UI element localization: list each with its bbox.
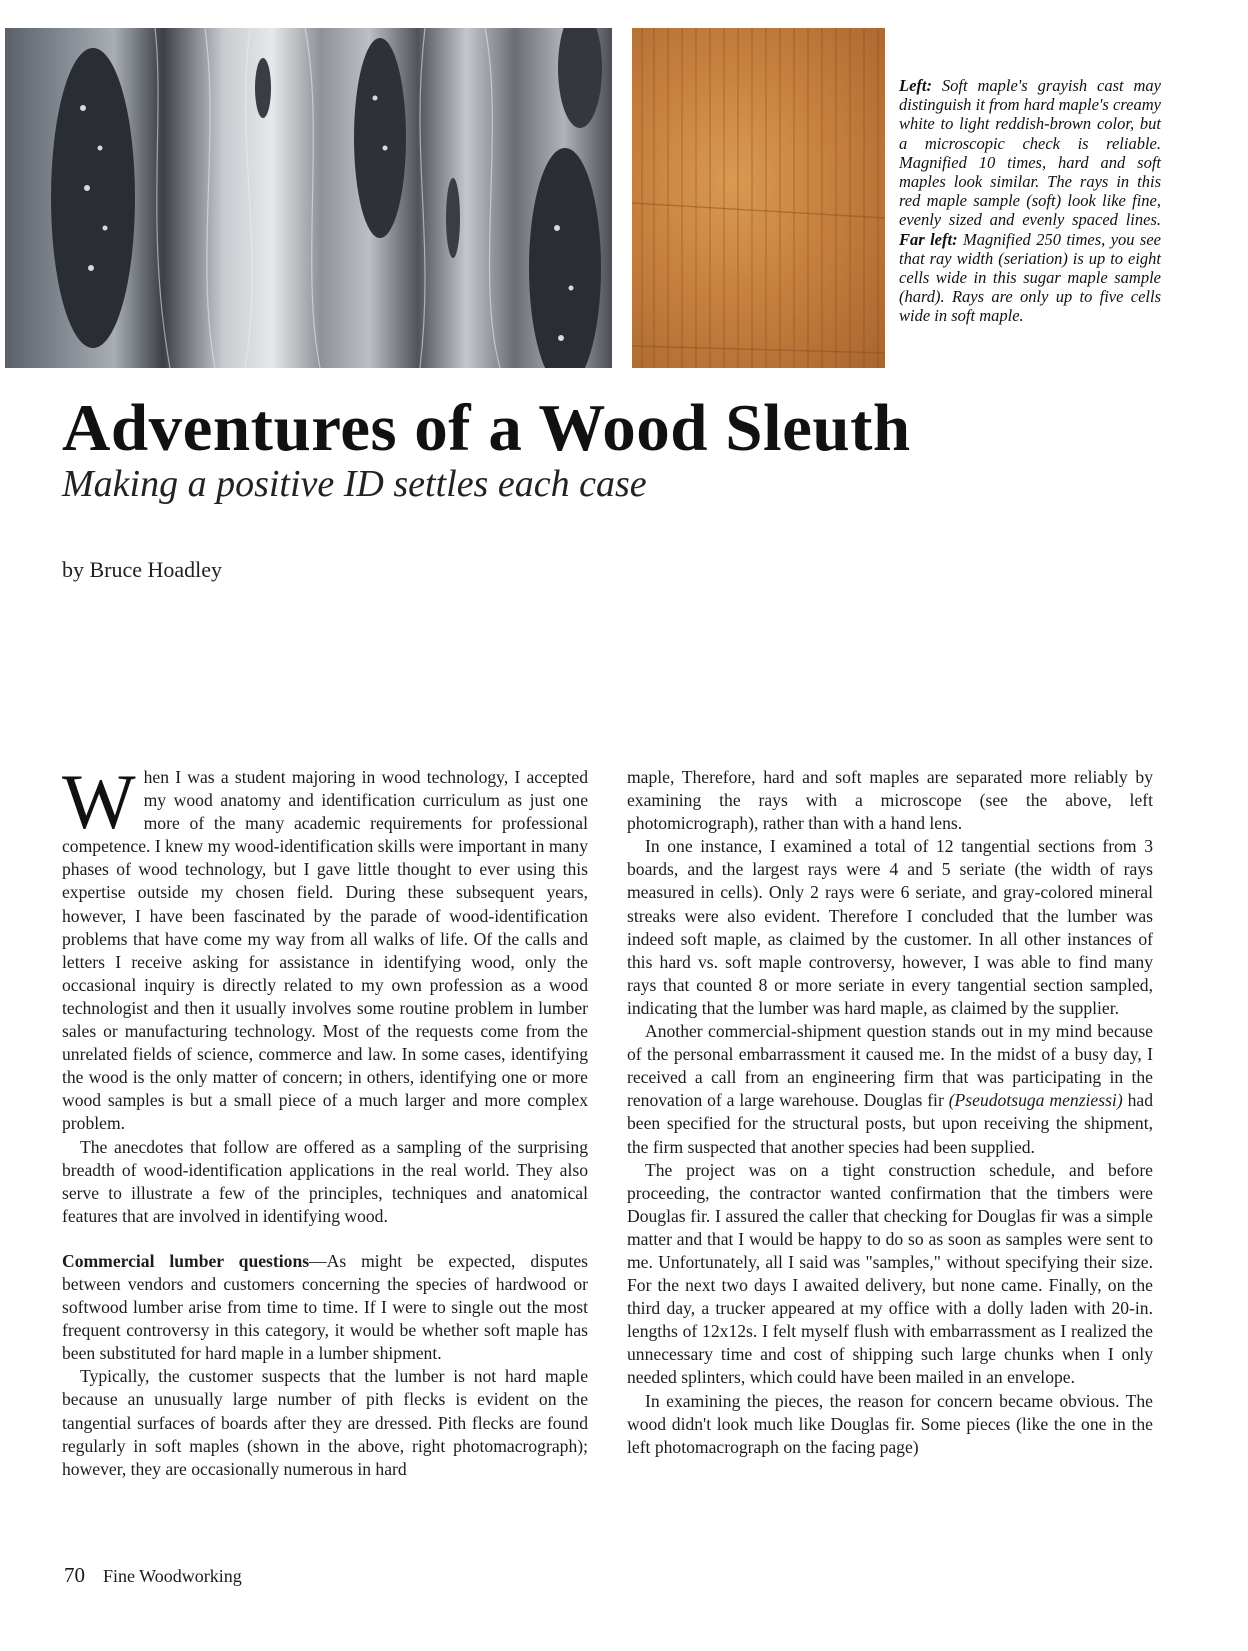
wood-rays-illustration: [632, 28, 885, 368]
paragraph: The anecdotes that follow are offered as a sampling of the surprising breadth of wood-identification applications in the real world. They also serve to illustrate a few of the principles, techniques and anatomical features that are involved in identifying wood.: [62, 1136, 588, 1226]
paragraph-text: hen I was a student majoring in wood technology, I accepted my wood anatomy and identification curriculum as just one more of the many academic requirements for professional competence. I knew my wood-identification skills were important in many phases of wood technology, but I gave little thought to ever using this expertise outside my chosen field. During these subsequent years, however, I have been fascinated by the parade of wood-identification problems that have come my way from all walks of life. Of the calls and letters I receive asking for assistance in identifying wood, only the occasional inquiry is directly related to my own profession as a wood technologist and then it usually involves some routine problem in lumber sales or manufacturing technology. Most of the requests come from the unrelated fields of science, commerce and law. In some cases, identifying the wood is the only matter of concern; in others, identifying one or more wood samples is but a small piece of a much larger and more complex problem.: [62, 767, 588, 1134]
wood-cells-illustration: [5, 28, 612, 368]
paragraph: Typically, the customer suspects that the lumber is not hard maple because an unusually large number of pith flecks is evident on the tangential surfaces of boards after they are dressed. Pith flecks are found regularly in soft maples (shown in the above, right photomacrograph); however, they are occasionally numerous in hard: [62, 1366, 588, 1479]
photomacrograph-red-maple: [632, 28, 885, 368]
page-footer: [64, 1563, 242, 1588]
photomicrograph-sugar-maple: [5, 28, 612, 368]
magazine-name: Fine Woodworking: [103, 1566, 242, 1586]
section-heading: Commercial lumber questions: [62, 1250, 310, 1271]
caption-far-left-text: Magnified 250 times, you see that ray width (seriation) is up to eight cells wide in this sugar maple sample (hard). Rays are only up to five cells wide in soft maple.: [899, 229, 1161, 326]
paragraph: [627, 1020, 1153, 1159]
section-paragraph: [62, 1250, 588, 1365]
paragraph: [62, 758, 588, 1136]
caption-left-text: Soft maple's grayish cast may distinguish it from hard maple's creamy white to light reddish-brown color, but a microscopic check is reliable. Magnified 10 times, hard and soft maples look similar. The rays in this red maple sample (soft) look like fine, evenly sized and evenly spaced lines.: [899, 76, 1162, 230]
paragraph-text: —As might be expected, disputes between vendors and customers concerning the species of hardwood or softwood lumber arise from time to time. If I were to single out the most frequent controversy in this category, it would be whether soft maple has been substituted for hard maple in a lumber shipment.: [62, 1250, 588, 1364]
byline: by Bruce Hoadley: [62, 557, 223, 582]
body-column-right: [627, 766, 1153, 1459]
paragraph: The project was on a tight construction schedule, and before proceeding, the contractor wanted confirmation that the timbers were Douglas fir. I assured the caller that checking for Douglas fir was a simple matter and that I would be happy to do so as soon as samples were sent to me. Unfortunately, all I said was "samples," without specifying their size. For the next two days I awaited delivery, but none came. Finally, on the third day, a trucker appeared at my office with a dolly laden with 20-in. lengths of 12x12s. I felt myself flush with embarrassment as I realized the unnecessary time and cost of shipping such large chunks when I only needed splinters, which could have been mailed in an envelope.: [627, 1159, 1153, 1388]
species-name: (Pseudotsuga menziessi): [948, 1090, 1123, 1111]
paragraph: maple, Therefore, hard and soft maples are separated more reliably by examining the rays with a microscope (see the above, left photomicrograph), rather than with a hand lens.: [627, 767, 1153, 834]
drop-cap: W: [62, 758, 136, 845]
paragraph: In examining the pieces, the reason for concern became obvious. The wood didn't look much like Douglas fir. Some pieces (like the one in the left photomacrograph on the facing page): [627, 1390, 1153, 1457]
article-title: Adventures of a Wood Sleuth: [62, 391, 911, 465]
caption-far-left-label: Far left:: [899, 229, 958, 249]
caption-left-label: Left:: [899, 76, 932, 95]
page-number: 70: [64, 1563, 85, 1587]
article-subtitle: Making a positive ID settles each case: [62, 463, 647, 505]
paragraph: In one instance, I examined a total of 12 tangential sections from 3 boards, and the largest rays were 4 and 5 seriate (the width of rays measured in cells). Only 2 rays were 6 seriate, and gray-colored mineral streaks were also evident. Therefore I concluded that the lumber was indeed soft maple, as claimed by the customer. In all other instances of this hard vs. soft maple controversy, however, I was able to find many rays that counted 8 or more seriate in every tangential section sampled, indicating that the lumber was hard maple, as claimed by the supplier.: [627, 836, 1153, 1018]
paragraph-text: Another commercial-shipment question stands out in my mind because of the personal embarrassment it caused me. In the midst of a busy day, I received a call from an engineering firm that was participating in the renovation of a large warehouse. Douglas fir: [627, 1021, 1153, 1111]
paragraph-text: had been specified for the structural posts, but upon receiving the shipment, the firm suspected that another species had been supplied.: [627, 1090, 1153, 1157]
photo-caption: [899, 76, 1161, 326]
body-column-left: [62, 758, 588, 1481]
